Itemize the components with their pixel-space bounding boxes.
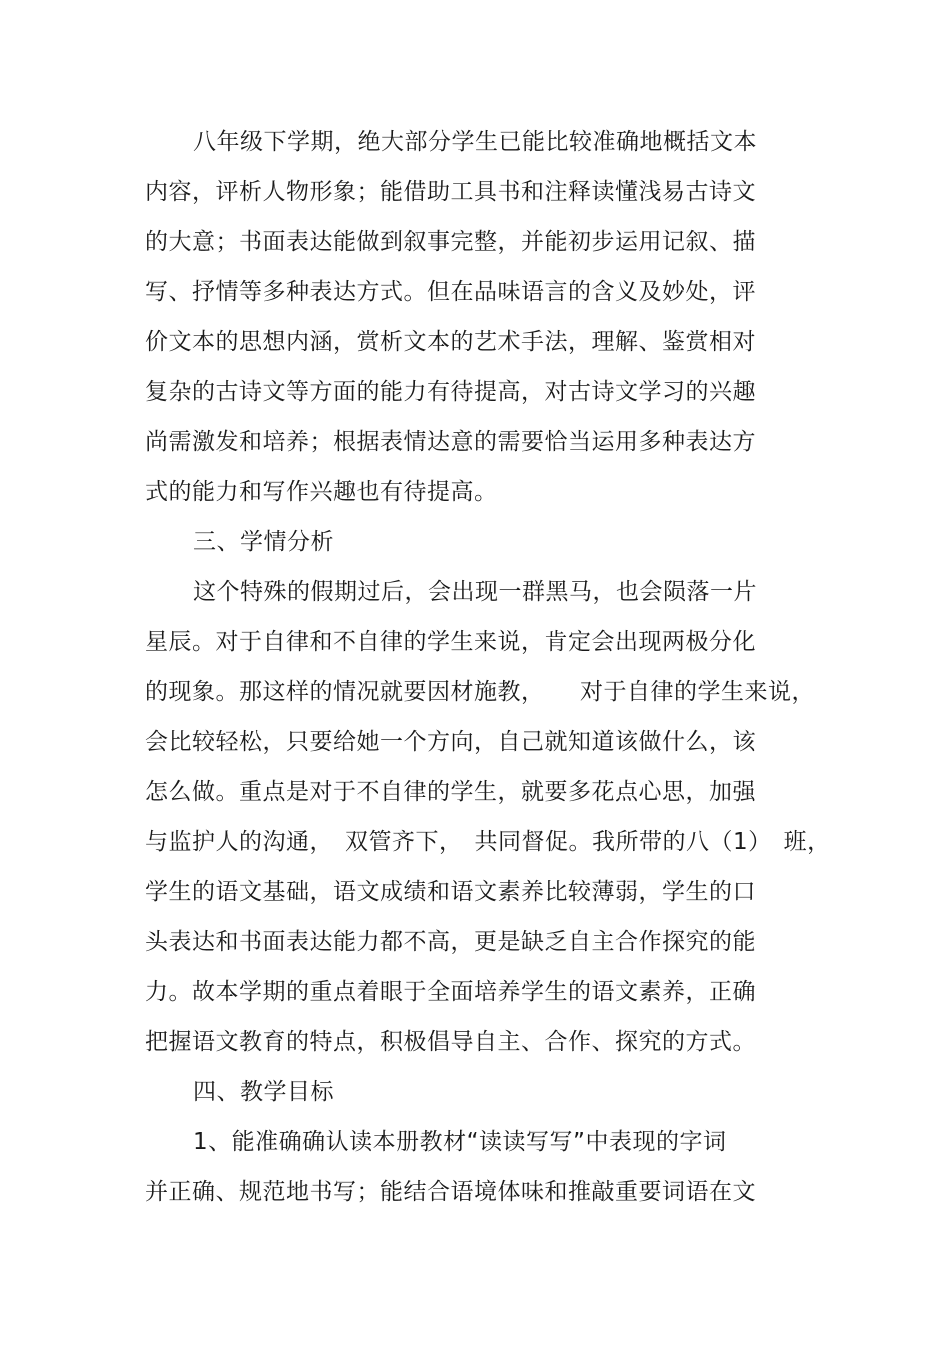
paragraph-line: 尚需激发和培养；根据表情达意的需要恰当运用多种表达方 xyxy=(145,429,756,455)
paragraph-line: 会比较轻松，只要给她一个方向，自己就知道该做什么，该 xyxy=(145,729,756,755)
paragraph-line: 学生的语文基础，语文成绩和语文素养比较薄弱，学生的口 xyxy=(145,879,756,905)
paragraph-line: 把握语文教育的特点，积极倡导自主、合作、探究的方式。 xyxy=(145,1029,756,1055)
paragraph-line: 内容，评析人物形象；能借助工具书和注释读懂浅易古诗文 xyxy=(145,179,756,205)
paragraph-line: 怎么做。重点是对于不自律的学生，就要多花点心思，加强 xyxy=(145,779,756,805)
paragraph-line: 的大意；书面表达能做到叙事完整，并能初步运用记叙、描 xyxy=(145,229,756,255)
paragraph-line: 与监护人的沟通， 双管齐下， 共同督促。我所带的八（1） 班， xyxy=(145,829,831,855)
paragraph-line: 式的能力和写作兴趣也有待提高。 xyxy=(145,479,498,505)
section-heading: 四、教学目标 xyxy=(193,1079,334,1105)
paragraph-line: 头表达和书面表达能力都不高，更是缺乏自主合作探究的能 xyxy=(145,929,756,955)
section-heading: 三、学情分析 xyxy=(193,529,334,555)
paragraph-line: 八年级下学期，绝大部分学生已能比较准确地概括文本 xyxy=(193,129,757,155)
paragraph-line: 写、抒情等多种表达方式。但在品味语言的含义及妙处，评 xyxy=(145,279,756,305)
paragraph-line: 复杂的古诗文等方面的能力有待提高，对古诗文学习的兴趣 xyxy=(145,379,756,405)
paragraph-line: 这个特殊的假期过后，会出现一群黑马，也会陨落一片 xyxy=(193,579,757,605)
paragraph-line: 1、能准确确认读本册教材“读读写写”中表现的字词 xyxy=(193,1129,727,1155)
paragraph-line: 并正确、规范地书写；能结合语境体味和推敲重要词语在文 xyxy=(145,1179,756,1205)
paragraph-line: 力。故本学期的重点着眼于全面培养学生的语文素养，正确 xyxy=(145,979,756,1005)
paragraph-line: 星辰。对于自律和不自律的学生来说，肯定会出现两极分化 xyxy=(145,629,756,655)
paragraph-line: 价文本的思想内涵，赏析文本的艺术手法，理解、鉴赏相对 xyxy=(145,329,756,355)
paragraph-line: 的现象。那这样的情况就要因材施教， 对于自律的学生来说， xyxy=(145,679,815,705)
